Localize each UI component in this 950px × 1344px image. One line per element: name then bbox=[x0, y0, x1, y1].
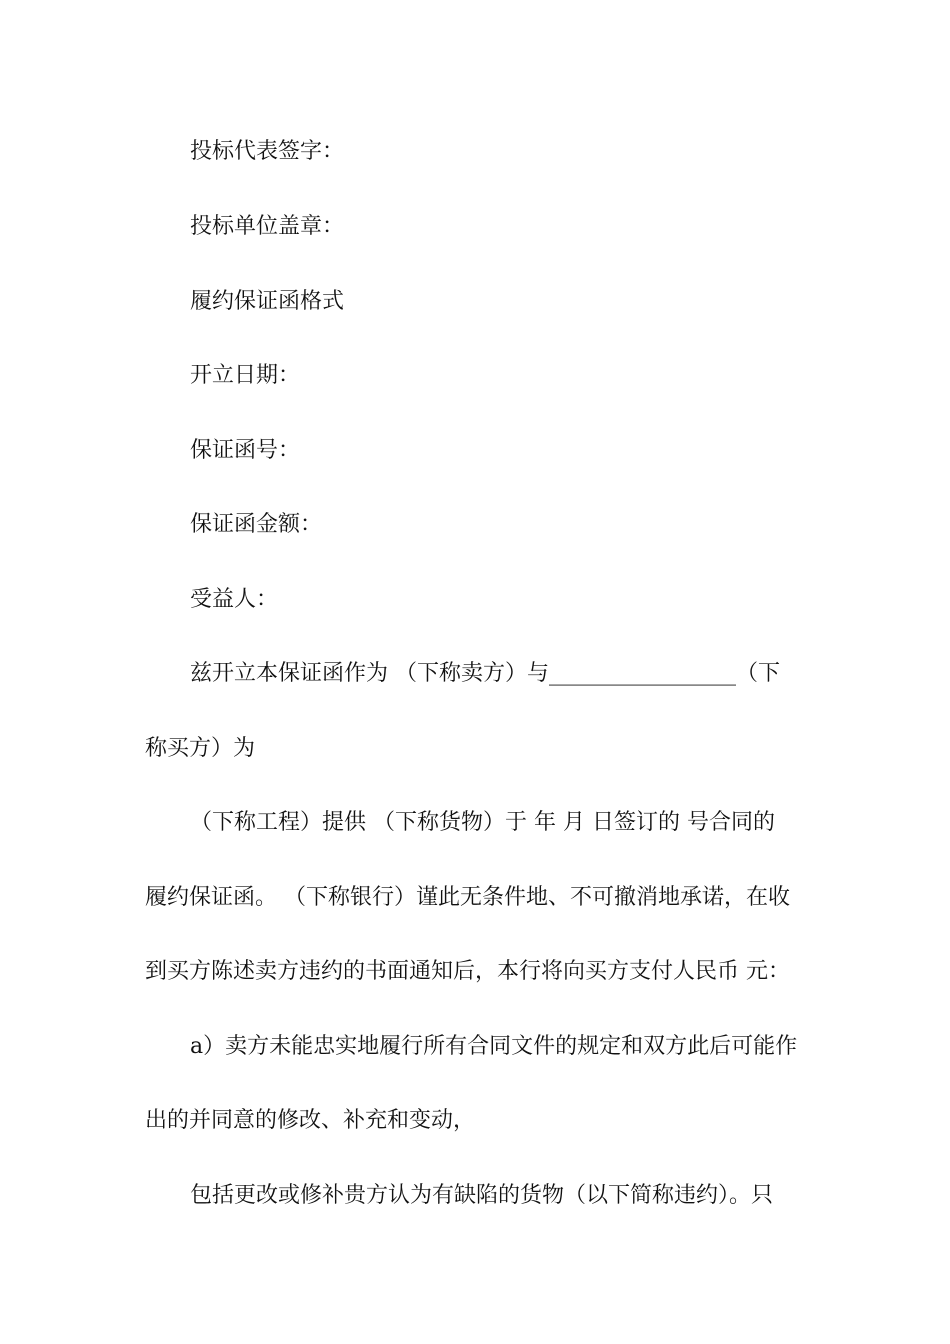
body-paragraph-line: 履约保证函。 （下称银行）谨此无条件地、不可撤消地承诺，在收 bbox=[145, 885, 790, 910]
bidder-representative-signature-line: 投标代表签字： bbox=[190, 139, 345, 164]
clause-a-line: 出的并同意的修改、补充和变动， bbox=[145, 1108, 476, 1133]
guarantee-number-line: 保证函号： bbox=[190, 438, 301, 463]
clause-a-line: a）卖方未能忠实地履行所有合同文件的规定和双方此后可能作 bbox=[190, 1034, 798, 1059]
body-paragraph-line: （下称工程）提供 （下称货物）于 年 月 日签订的 号合同的 bbox=[190, 810, 775, 835]
beneficiary-line: 受益人： bbox=[190, 587, 279, 612]
guarantee-amount-line: 保证函金额： bbox=[190, 512, 323, 537]
body-paragraph-line: 称买方）为 bbox=[145, 736, 256, 761]
section-title: 履约保证函格式 bbox=[190, 289, 345, 314]
body-paragraph-line: 兹开立本保证函作为 （下称卖方）与_________________（下 bbox=[190, 661, 780, 686]
body-paragraph-line: 到买方陈述卖方违约的书面通知后，本行将向买方支付人民币 元： bbox=[145, 959, 790, 984]
body-paragraph-line: 包括更改或修补贵方认为有缺陷的货物（以下简称违约）。只 bbox=[190, 1183, 774, 1208]
issue-date-line: 开立日期： bbox=[190, 363, 301, 388]
bidder-seal-line: 投标单位盖章： bbox=[190, 214, 345, 239]
